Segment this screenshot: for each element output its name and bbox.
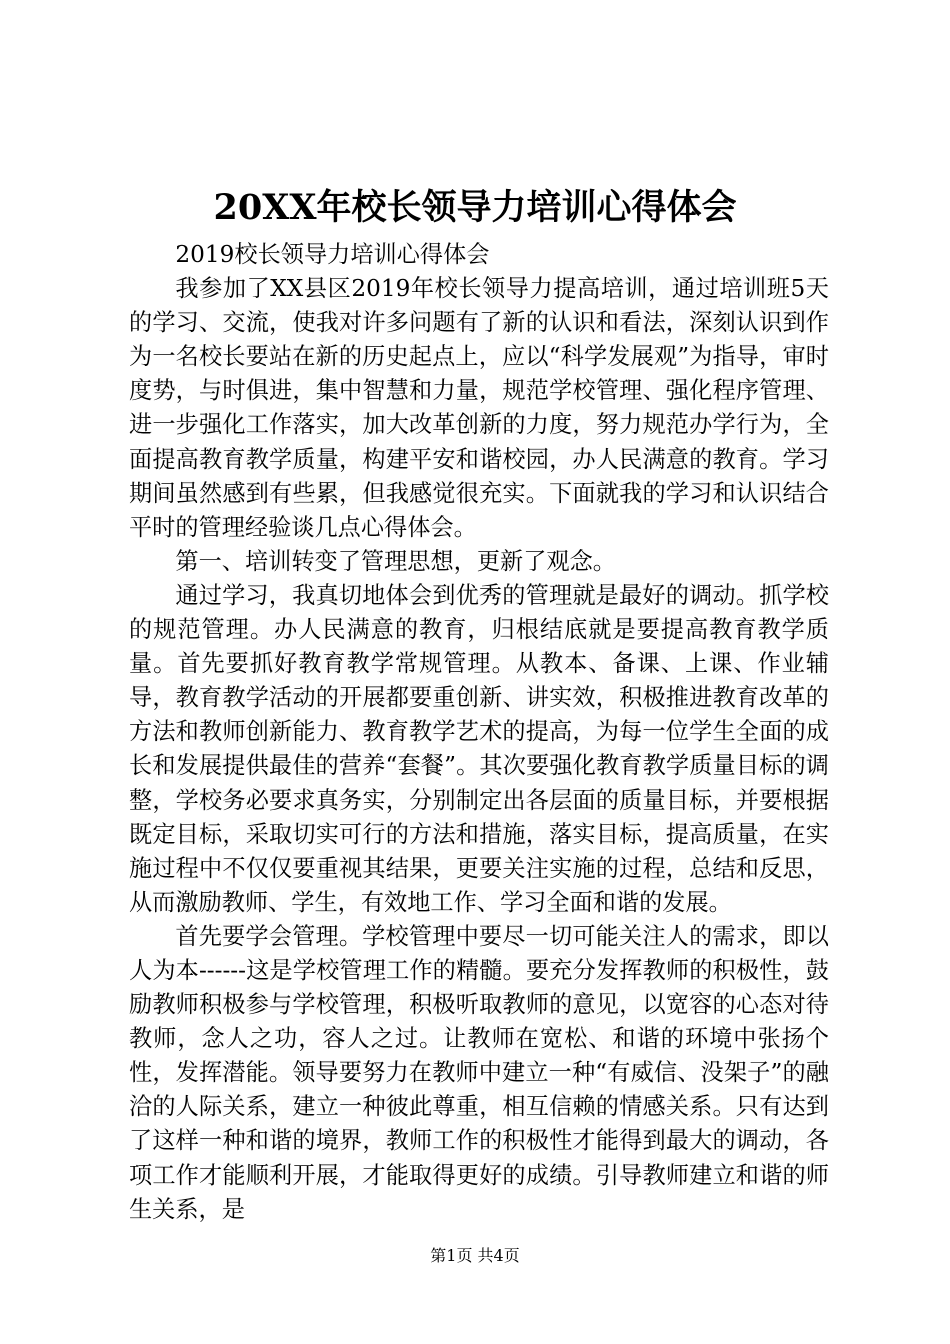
page-footer: 第1页 共4页 bbox=[430, 1246, 520, 1265]
paragraph-body: 通过学习，我真切地体会到优秀的管理就是最好的调动。抓学校的规范管理。办人民满意的教育，归根结底就是要提高教育教学质量。首先要抓好教育教学常规管理。从教本、备课、上课、作业辅导，教育教学活动的开展都要重创新、讲实效，积极推进教育改革的方法和教师创新能力、教育教学艺术的提高，为每一位学生全面的成长和发展提供最佳的营养“套餐”。其次要强化教育教学质量目标的调整，学校务必要求真务实，分别制定出各层面的质量目标，并要根据既定目标，采取切实可行的方法和措施，落实目标，提高质量，在实施过程中不仅仅要重视其结果，更要关注实施的过程，总结和反思，从而激励教师、学生，有效地工作、学习全面和谐的发展。 bbox=[129, 581, 829, 916]
paragraph-body: 首先要学会管理。学校管理中要尽一切可能关注人的需求，即以人为本------这是学校管理工作的精髓。要充分发挥教师的积极性，鼓励教师积极参与学校管理，积极听取教师的意见，以宽容的心态对待教师，念人之功，容人之过。让教师在宽松、和谐的环境中张扬个性，发挥潜能。领导要努力在教师中建立一种“有威信、没架子”的融洽的人际关系，建立一种彼此尊重，相互信赖的情感关系。只有达到了这样一种和谐的境界，教师工作的积极性才能得到最大的调动，各项工作才能顺利开展，才能取得更好的成绩。引导教师建立和谐的师生关系，是 bbox=[129, 922, 829, 1223]
paragraph-subtitle: 2019校长领导力培训心得体会 bbox=[175, 241, 490, 268]
document-body bbox=[129, 238, 829, 1227]
document-title: 20XX年校长领导力培训心得体会 bbox=[213, 187, 737, 228]
paragraph-intro: 我参加了XX县区2019年校长领导力提高培训，通过培训班5天的学习、交流，使我对许多问题有了新的认识和看法，深刻认识到作为一名校长要站在新的历史起点上，应以“科学发展观”为指导，审时度势，与时俱进，集中智慧和力量，规范学校管理、强化程序管理、进一步强化工作落实，加大改革创新的力度，努力规范办学行为，全面提高教育教学质量，构建平安和谐校园，办人民满意的教育。学习期间虽然感到有些累，但我感觉很充实。下面就我的学习和认识结合平时的管理经验谈几点心得体会。 bbox=[129, 275, 829, 541]
paragraph-section-heading: 第一、培训转变了管理思想，更新了观念。 bbox=[175, 547, 616, 575]
